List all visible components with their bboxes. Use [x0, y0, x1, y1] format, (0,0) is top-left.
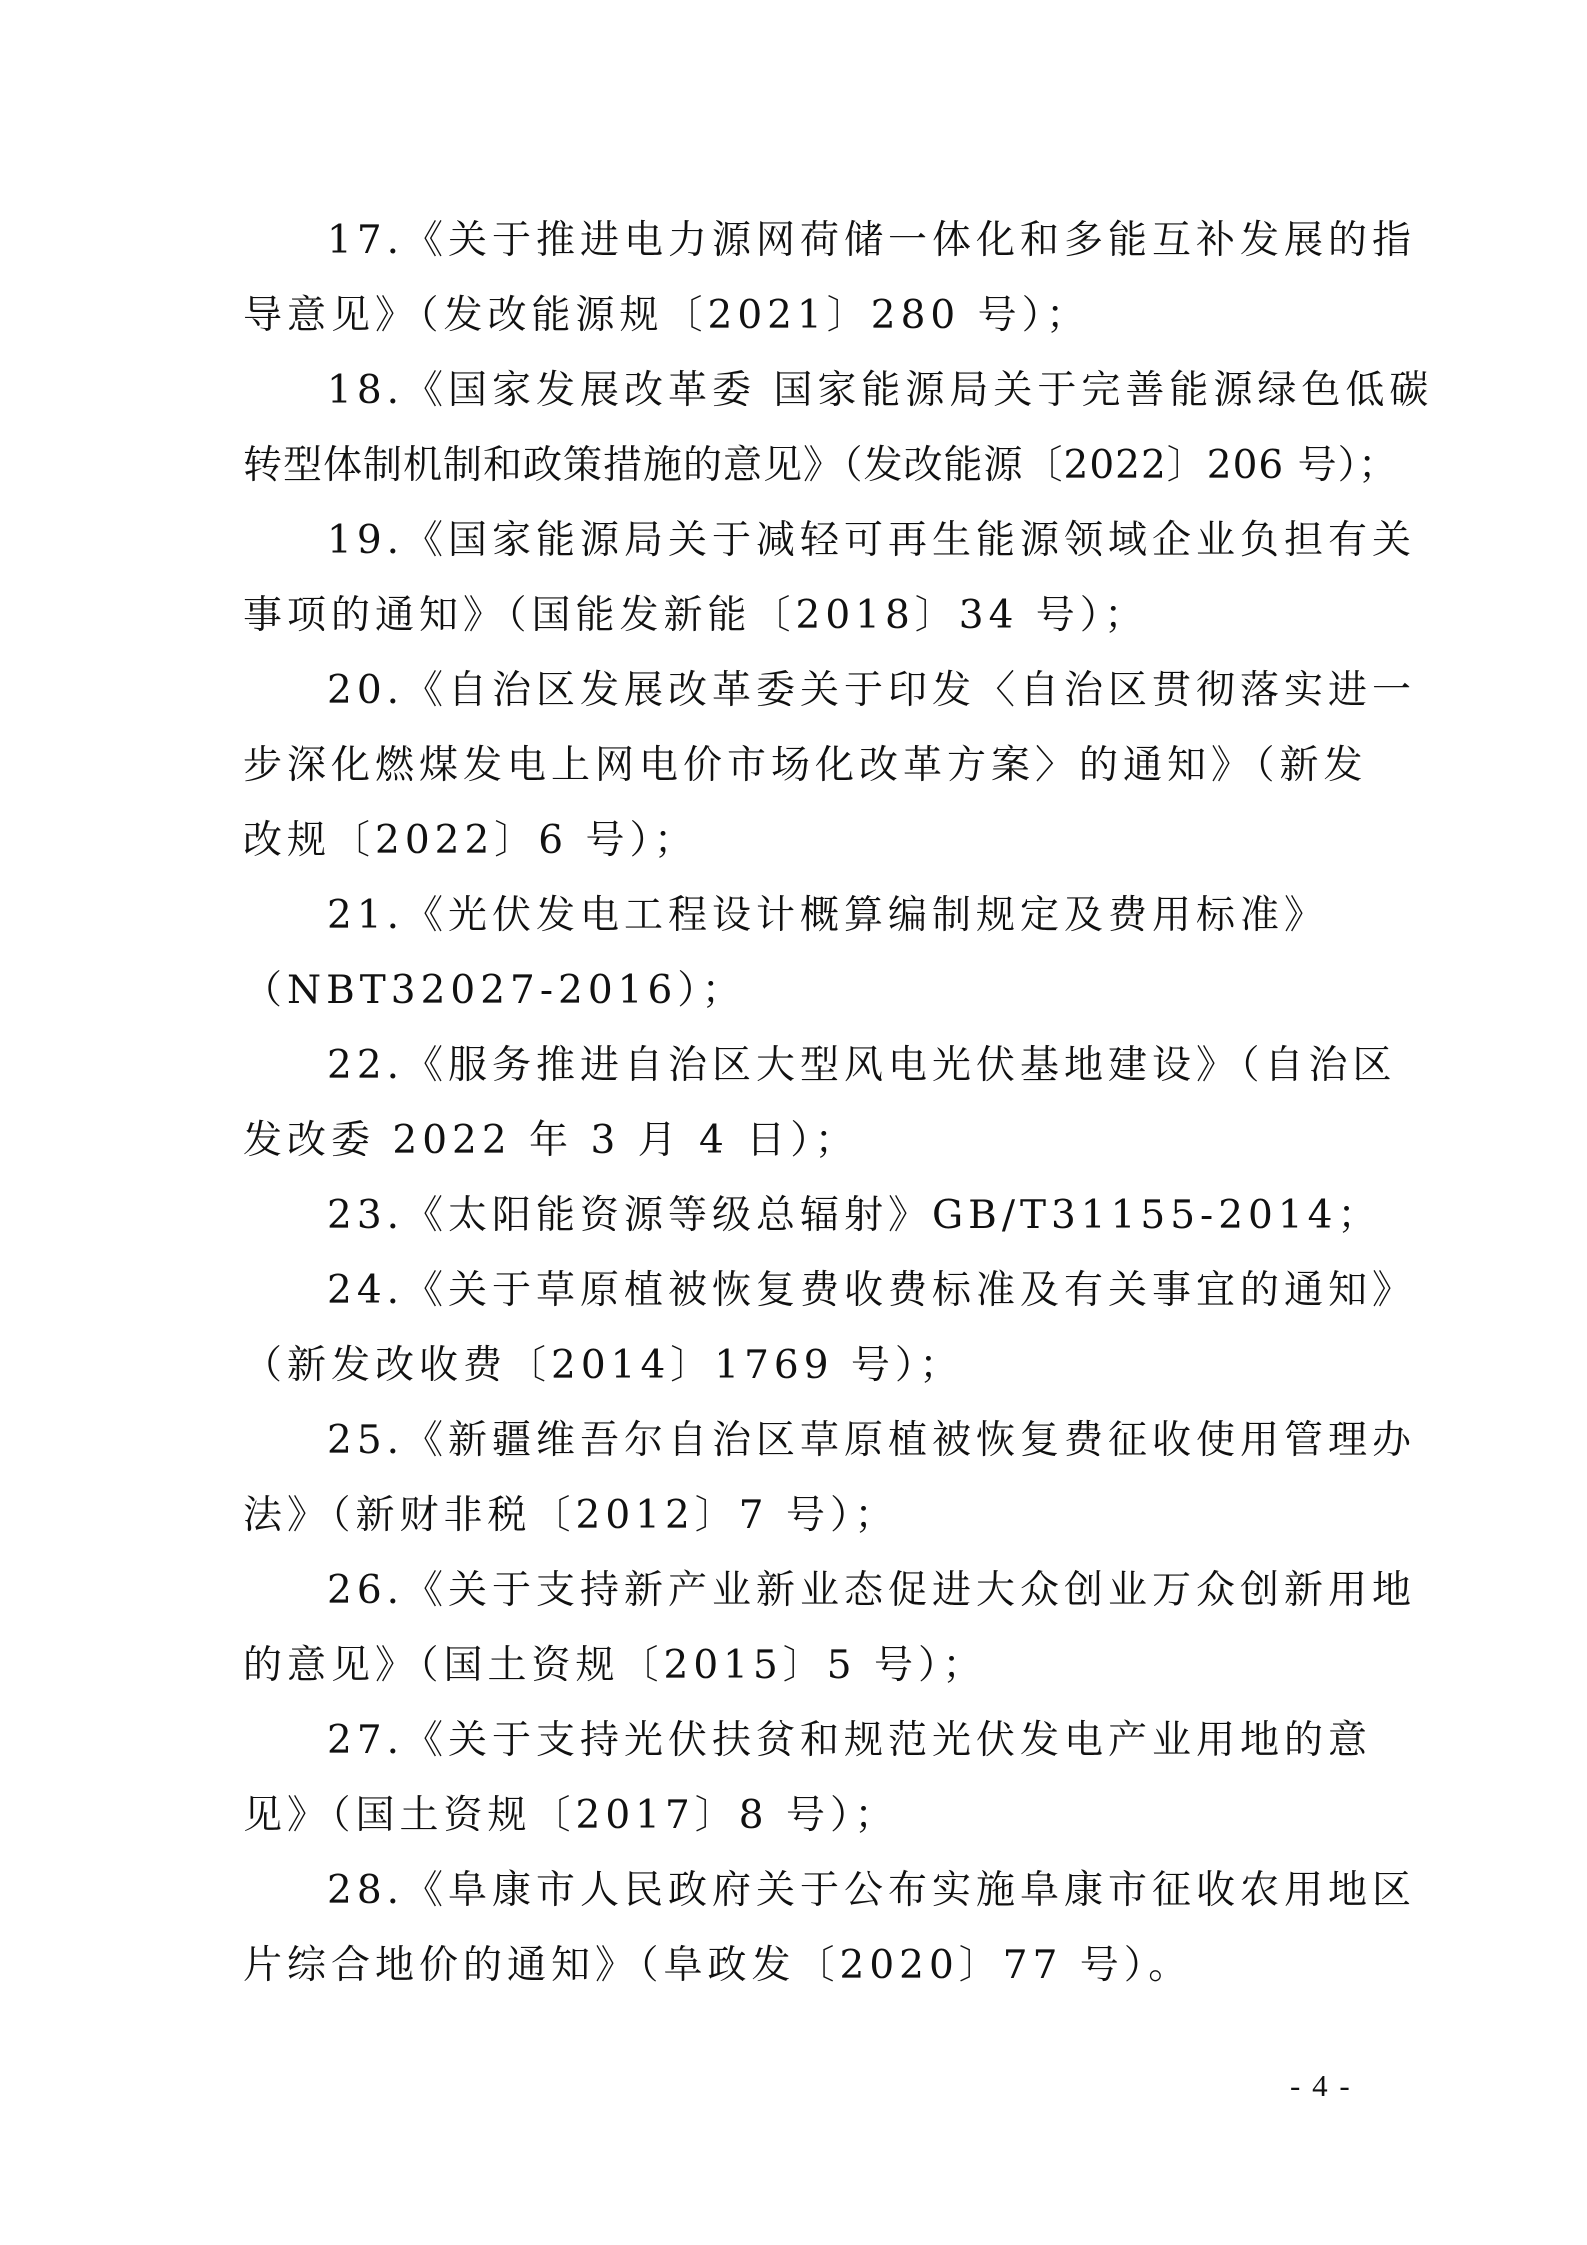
list-item — [243, 1853, 1417, 2003]
list-item — [243, 1553, 1417, 1703]
entry-line: 19.《国家能源局关于减轻可再生能源领域企业负担有关 — [327, 518, 1417, 563]
entry-line: 转型体制机制和政策措施的意见》（发改能源〔2022〕206 号）； — [243, 443, 1399, 488]
entry-line: 17.《关于推进电力源网荷储一体化和多能互补发展的指 — [327, 218, 1417, 263]
list-item — [243, 353, 1434, 503]
list-item — [243, 1703, 1373, 1853]
entry-line: 28.《阜康市人民政府关于公布实施阜康市征收农用地区 — [327, 1868, 1417, 1913]
list-item — [243, 203, 1417, 353]
entry-line: 24.《关于草原植被恢复费收费标准及有关事宜的通知》 — [327, 1268, 1417, 1313]
entry-line: （新发改收费〔2014〕1769 号）； — [243, 1343, 964, 1388]
list-item — [243, 653, 1417, 878]
entry-line: 发改委 2022 年 3 月 4 日）； — [243, 1118, 859, 1163]
entry-line: （NBT32027-2016）； — [243, 968, 746, 1013]
entry-line: 的意见》（国土资规〔2015〕5 号）； — [243, 1643, 987, 1688]
entry-line: 片综合地价的通知》（阜政发〔2020〕77 号）。 — [243, 1943, 1193, 1988]
list-item — [243, 1178, 1382, 1253]
page-number: - 4 - — [1290, 2068, 1352, 2103]
entry-line: 27.《关于支持光伏扶贫和规范光伏发电产业用地的意 — [327, 1718, 1373, 1763]
entry-line: 21.《光伏发电工程设计概算编制规定及费用标准》 — [327, 893, 1329, 938]
entry-line: 事项的通知》（国能发新能〔2018〕34 号）； — [243, 593, 1149, 638]
entry-line: 导意见》（发改能源规〔2021〕280 号）； — [243, 293, 1091, 338]
entry-line: 步深化燃煤发电上网电价市场化改革方案〉的通知》（新发 — [243, 743, 1368, 788]
list-item — [243, 878, 1358, 1028]
list-item — [243, 1403, 1417, 1553]
list-item — [243, 503, 1417, 653]
entry-line: 法》（新财非税〔2012〕7 号）； — [243, 1493, 899, 1538]
entry-line: 18.《国家发展改革委 国家能源局关于完善能源绿色低碳 — [327, 368, 1434, 413]
list-item — [243, 1028, 1397, 1178]
entry-line: 23.《太阳能资源等级总辐射》GB/T31155-2014； — [327, 1193, 1382, 1238]
entry-line: 22.《服务推进自治区大型风电光伏基地建设》（自治区 — [327, 1043, 1397, 1088]
entry-line: 见》（国土资规〔2017〕8 号）； — [243, 1793, 899, 1838]
reference-list — [243, 203, 1434, 2003]
entry-line: 20.《自治区发展改革委关于印发〈自治区贯彻落实进一 — [327, 668, 1417, 713]
entry-line: 25.《新疆维吾尔自治区草原植被恢复费征收使用管理办 — [327, 1418, 1417, 1463]
entry-line: 改规〔2022〕6 号）； — [243, 818, 698, 863]
list-item — [243, 1253, 1417, 1403]
entry-line: 26.《关于支持新产业新业态促进大众创业万众创新用地 — [327, 1568, 1417, 1613]
